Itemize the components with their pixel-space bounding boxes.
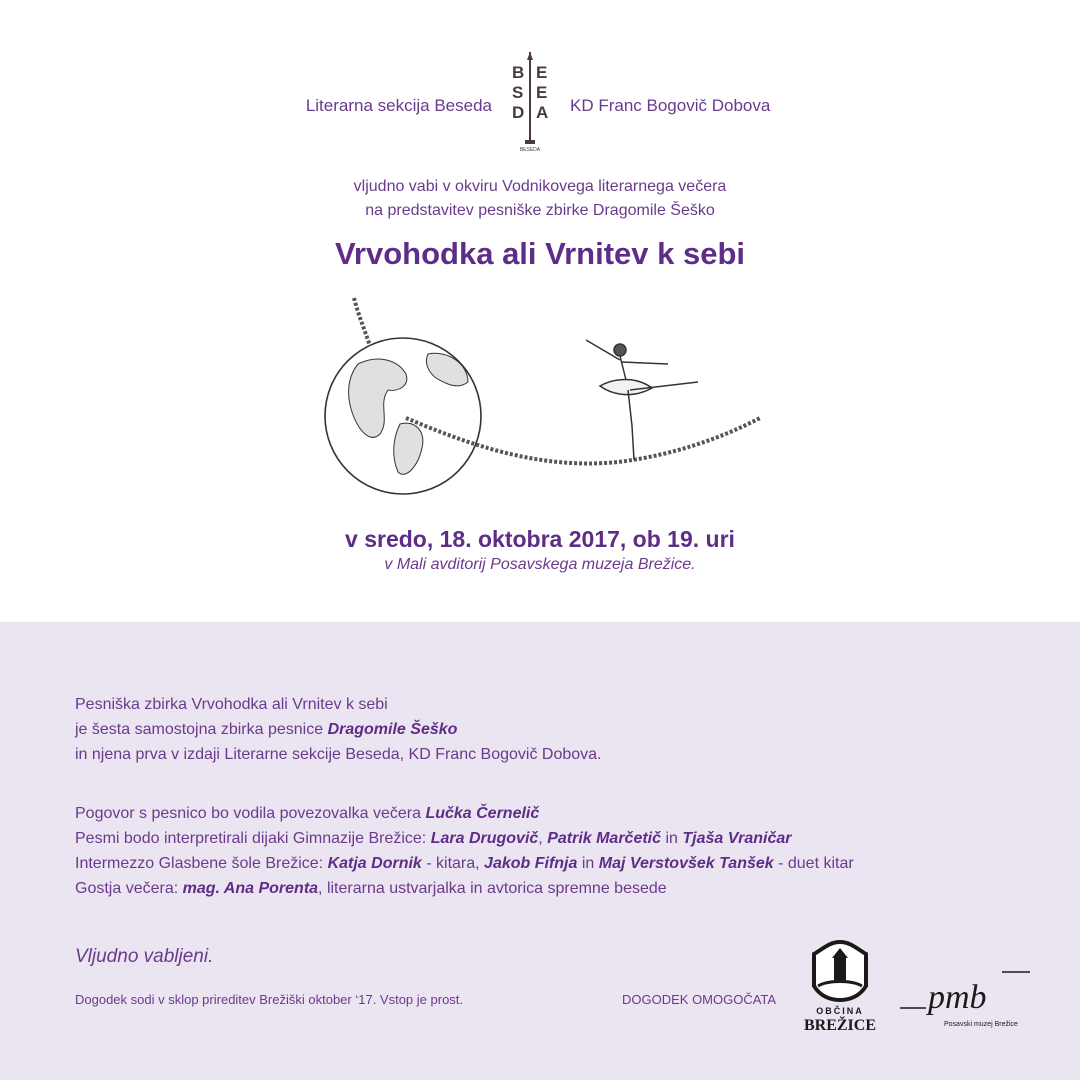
about-line: in njena prva v izdaji Literarne sekcije Beseda, KD Franc Bogovič Dobova. <box>75 746 602 763</box>
program-paragraph <box>75 801 854 901</box>
about-line <box>75 717 602 742</box>
invite-line-2: na predstavitev pesniške zbirke Dragomile Šeško <box>365 202 715 219</box>
program-text: Intermezzo Glasbene šole Brežice: <box>75 855 328 872</box>
logo-letter: E <box>536 63 548 82</box>
program-text: in <box>577 855 599 872</box>
brezice-name: BREŽICE <box>803 1017 877 1032</box>
program-text: , <box>538 830 548 847</box>
logo-letter: B <box>512 63 525 82</box>
program-text: Pogovor s pesnico bo vodila povezovalka večera <box>75 805 426 822</box>
ballerina-icon <box>586 340 698 460</box>
org-right: KD Franc Bogovič Dobova <box>570 96 771 115</box>
logo-letter: A <box>536 103 549 122</box>
logo-caption: BESEDA <box>519 147 541 152</box>
about-text: je šesta samostojna zbirka pesnice <box>75 721 328 738</box>
musician-name: Maj Verstovšek Tanšek <box>598 855 774 872</box>
brezice-top: OBČINA <box>816 1006 864 1016</box>
event-note: Dogodek sodi v sklop prireditev Brežiški oktober ‘17. Vstop je prost. <box>75 992 464 1007</box>
event-place: v Mali avditorij Posavskega muzeja Brežice. <box>384 556 696 573</box>
program-text: Pesmi bodo interpretirali dijaki Gimnazije Brežice: <box>75 830 431 847</box>
performer-name: Tjaša Vraničar <box>682 830 792 847</box>
program-text: in <box>661 830 683 847</box>
program-text: , literarna ustvarjalka in avtorica spremne besede <box>318 880 667 897</box>
guest-name: mag. Ana Porenta <box>182 880 319 897</box>
program-text: - duet kitar <box>773 855 854 872</box>
logo-letter: S <box>512 83 524 102</box>
org-left: Literarna sekcija Beseda <box>305 96 492 115</box>
illustration <box>318 294 768 500</box>
tower-icon <box>834 956 846 982</box>
program-line <box>75 826 854 851</box>
program-line <box>75 801 854 826</box>
event-date: v sredo, 18. oktobra 2017, ob 19. uri <box>345 526 735 552</box>
host-name: Lučka Černelič <box>425 805 540 822</box>
pmb-name: Posavski muzej Brežice <box>944 1021 1018 1028</box>
program-text: - kitara, <box>421 855 485 872</box>
poet-name: Dragomile Šeško <box>327 721 458 738</box>
musician-name: Katja Dornik <box>327 855 422 872</box>
performer-name: Patrik Marčetič <box>547 830 662 847</box>
logo-letter: E <box>536 83 548 102</box>
about-line: Pesniška zbirka Vrvohodka ali Vrnitev k sebi <box>75 696 388 713</box>
sponsor-label: DOGODEK OMOGOČATA <box>622 992 777 1007</box>
musician-name: Jakob Fifnja <box>484 855 578 872</box>
about-paragraph <box>75 692 602 767</box>
beseda-logo <box>506 52 554 152</box>
logo-letter: D <box>512 103 525 122</box>
globe-icon <box>325 338 481 494</box>
invite-line-1: vljudno vabi v okviru Vodnikovega literarnega večera <box>353 178 727 195</box>
program-line <box>75 876 854 901</box>
greeting: Vljudno vabljeni. <box>75 946 214 967</box>
brezice-logo <box>800 940 880 1032</box>
pmb-logo <box>898 968 1038 1030</box>
program-line <box>75 851 854 876</box>
performer-name: Lara Drugovič <box>430 830 539 847</box>
pmb-mark: pmb <box>928 979 987 1016</box>
book-title: Vrvohodka ali Vrnitev k sebi <box>334 236 746 271</box>
program-text: Gostja večera: <box>75 880 183 897</box>
